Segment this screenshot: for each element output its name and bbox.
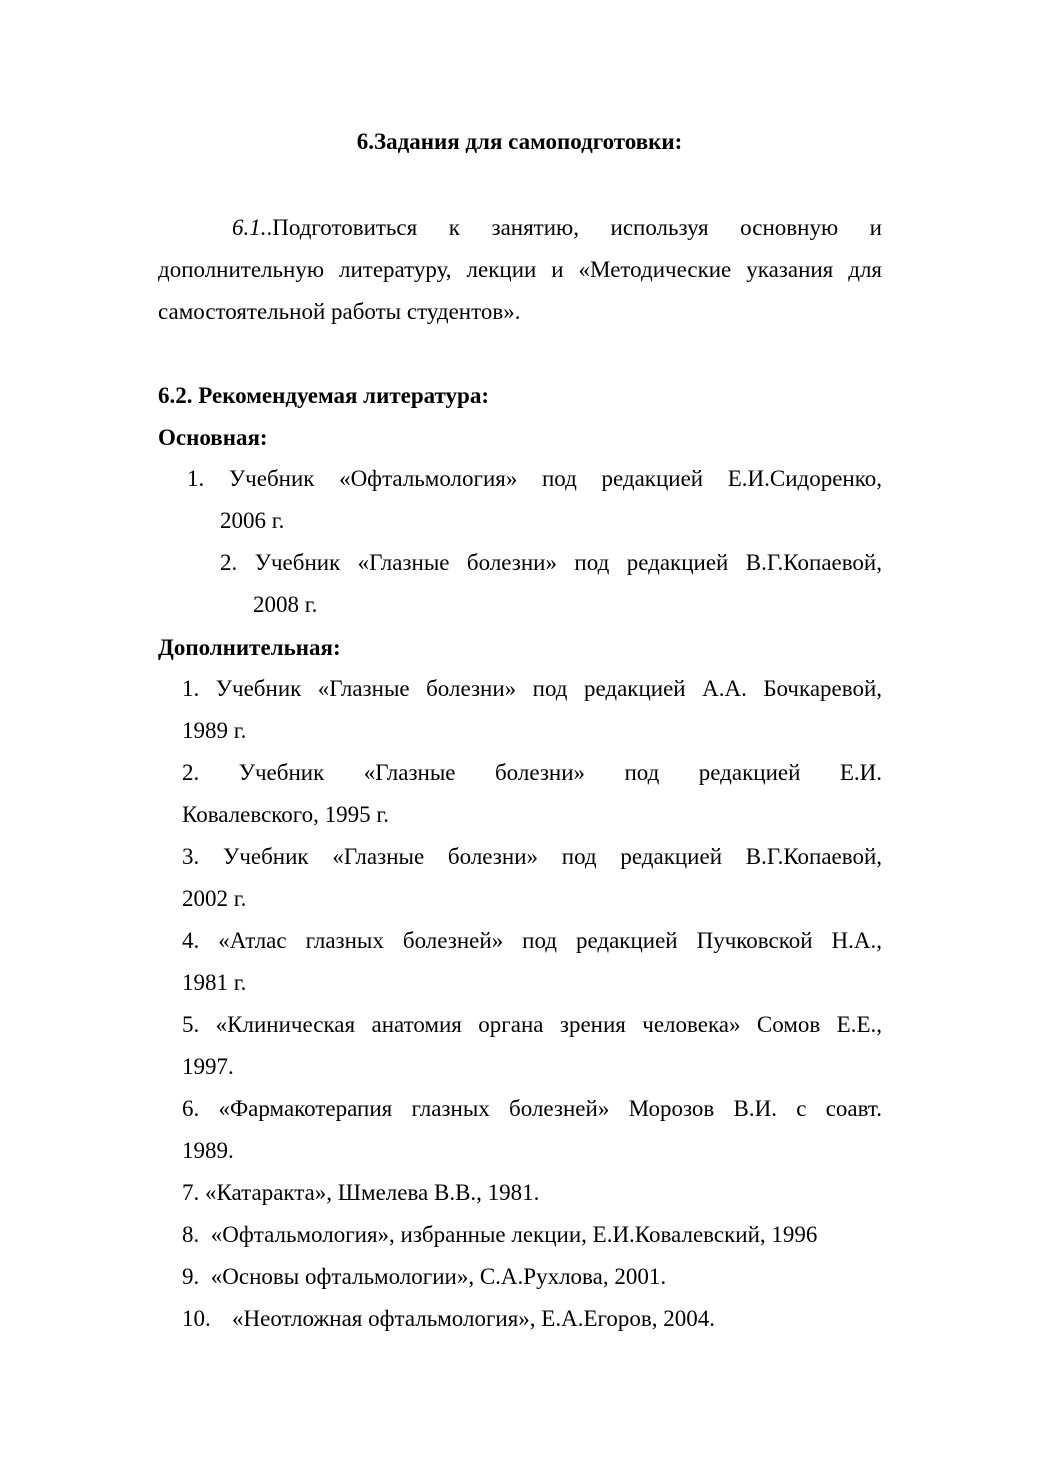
additional-item-4-text: «Атлас глазных болезней» под редакцией Пучковской Н.А., xyxy=(218,928,882,953)
additional-item-1 xyxy=(182,668,882,752)
additional-item-2 xyxy=(182,752,882,836)
basic-item-1-text: Учебник «Офтальмология» под редакцией Е.И.Сидоренко, xyxy=(228,466,882,491)
additional-item-1-line2: 1989 г. xyxy=(182,718,247,743)
additional-item-1-text: Учебник «Глазные болезни» под редакцией А.А. Бочкаревой, xyxy=(215,676,883,701)
additional-item-8-line1 xyxy=(182,1214,882,1256)
basic-item-1-line1 xyxy=(187,458,882,500)
additional-item-1-number: 1. xyxy=(182,676,200,701)
task-rest: дополнительную литературу, лекции и «Методические указания для самостоятельной работы студентов». xyxy=(158,257,882,324)
additional-item-7 xyxy=(182,1172,882,1214)
additional-item-7-number: 7. xyxy=(182,1180,200,1205)
additional-item-10 xyxy=(182,1298,882,1340)
additional-item-7-line1 xyxy=(182,1172,882,1214)
basic-item-2-number: 2. xyxy=(220,550,238,575)
additional-item-9-line1 xyxy=(182,1256,882,1298)
additional-item-4 xyxy=(182,920,882,1004)
additional-item-7-text: «Катаракта», Шмелева В.В., 1981. xyxy=(205,1180,540,1205)
basic-item-2-line1 xyxy=(220,542,882,584)
additional-item-2-line2: Ковалевского, 1995 г. xyxy=(182,802,389,827)
additional-item-3-line2: 2002 г. xyxy=(182,886,247,911)
literature-heading: 6.2. Рекомендуемая литература: xyxy=(158,383,489,408)
additional-item-5-line2: 1997. xyxy=(182,1054,234,1079)
additional-item-2-text: Учебник «Глазные болезни» под редакцией Е.И. xyxy=(238,760,882,785)
additional-item-6-number: 6. xyxy=(182,1096,200,1121)
basic-item-2-line2: 2008 г. xyxy=(253,592,318,617)
additional-item-10-number: 10. xyxy=(182,1306,211,1331)
additional-item-4-line2: 1981 г. xyxy=(182,970,247,995)
basic-item-1 xyxy=(187,458,882,542)
additional-item-2-number: 2. xyxy=(182,760,200,785)
basic-item-2-text: Учебник «Глазные болезни» под редакцией В.Г.Копаевой, xyxy=(254,550,882,575)
task-first-line xyxy=(158,207,882,249)
additional-item-10-text: «Неотложная офтальмология», Е.А.Егоров, 2004. xyxy=(232,1306,715,1331)
basic-item-1-line2: 2006 г. xyxy=(220,508,285,533)
additional-item-3-line1 xyxy=(182,836,882,878)
basic-heading: Основная: xyxy=(158,425,268,450)
additional-item-1-line1 xyxy=(182,668,882,710)
additional-item-6-line2: 1989. xyxy=(182,1138,234,1163)
additional-heading: Дополнительная: xyxy=(158,635,341,660)
additional-item-4-number: 4. xyxy=(182,928,200,953)
additional-item-6-line1 xyxy=(182,1088,882,1130)
additional-item-10-line1 xyxy=(182,1298,882,1340)
additional-item-8-number: 8. xyxy=(182,1222,200,1247)
task-line1: .Подготовиться к занятию, используя основную и xyxy=(266,215,882,240)
task-paragraph xyxy=(158,207,882,333)
section-title: 6.Задания для самоподготовки: xyxy=(356,129,683,154)
basic-item-1-number: 1. xyxy=(187,466,205,491)
additional-item-4-line1 xyxy=(182,920,882,962)
additional-item-5-number: 5. xyxy=(182,1012,200,1037)
additional-item-6-text: «Фармакотерапия глазных болезней» Морозов В.И. с соавт. xyxy=(218,1096,882,1121)
additional-item-8-text: «Офтальмология», избранные лекции, Е.И.Ковалевский, 1996 xyxy=(210,1222,818,1247)
additional-item-5-text: «Клиническая анатомия органа зрения человека» Сомов Е.Е., xyxy=(215,1012,882,1037)
additional-item-2-line1 xyxy=(182,752,882,794)
task-number: 6.1. xyxy=(232,215,267,240)
basic-item-2 xyxy=(220,542,882,626)
additional-item-3-text: Учебник «Глазные болезни» под редакцией В.Г.Копаевой, xyxy=(223,844,883,869)
additional-item-9-text: «Основы офтальмологии», С.А.Рухлова, 2001. xyxy=(210,1264,667,1289)
additional-item-9 xyxy=(182,1256,882,1298)
additional-item-5 xyxy=(182,1004,882,1088)
additional-item-3 xyxy=(182,836,882,920)
additional-item-9-number: 9. xyxy=(182,1264,200,1289)
additional-item-5-line1 xyxy=(182,1004,882,1046)
additional-item-6 xyxy=(182,1088,882,1172)
additional-item-3-number: 3. xyxy=(182,844,200,869)
additional-item-8 xyxy=(182,1214,882,1256)
